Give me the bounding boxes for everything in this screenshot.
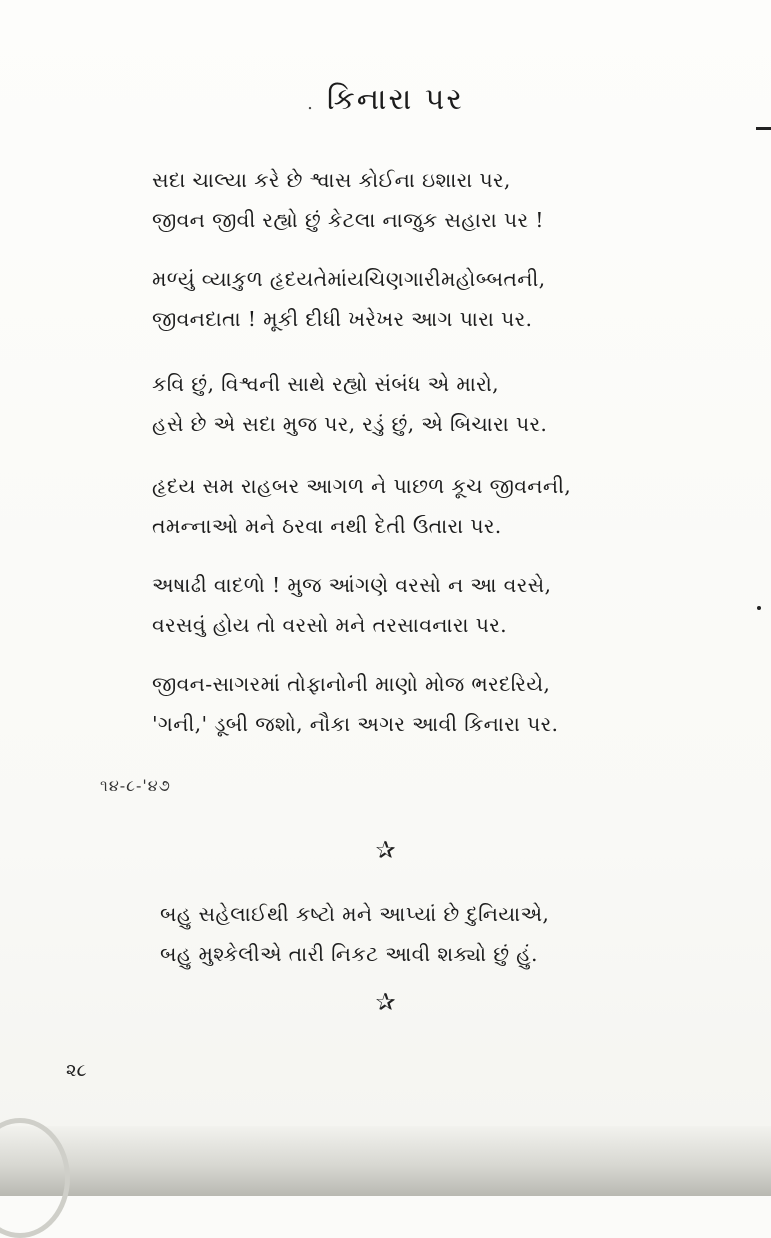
couplet-3 [152, 364, 622, 444]
edge-dot [757, 606, 761, 610]
title-dot: . [307, 93, 315, 114]
page-bottom-shadow [0, 1126, 771, 1196]
couplet-3-line-1: કવિ છું, વિશ્વની સાથે રહ્યો સંબંધ એ મારો, [152, 372, 499, 396]
poem-title [0, 82, 771, 117]
poem-title-text: કિનારા પર [326, 82, 464, 117]
couplet-5 [152, 565, 622, 645]
couplet-3-line-2: હસે છે એ સદા મુજ પર, રડું છું, એ બિચારા પર. [152, 412, 548, 436]
couplet-1-line-2: જીવન જીવી રહ્યો છું કેટલા નાજુક સહારા પર ! [152, 208, 544, 232]
couplet-5-line-1: અષાઢી વાદળો ! મુજ આંગણે વરસો ન આ વરસે, [152, 573, 552, 597]
couplet-1-line-1: સદા ચાલ્યા કરે છે શ્વાસ કોઈના ઇશારા પર, [152, 168, 511, 192]
couplet-5-line-2: વરસવું હોય તો વરસો મને તરસાવનારા પર. [152, 613, 507, 637]
binding-edge-mark [756, 127, 771, 130]
couplet-2-line-2: જીવનદાતા ! મૂકી દીધી ખરેખર આગ પારા પર. [152, 307, 533, 331]
couplet-4 [152, 466, 622, 546]
couplet-1 [152, 160, 622, 240]
couplet-2-line-1: મળ્યું વ્યાકુળ હૃદયતેમાંયચિણગારીમહોબ્બતની, [152, 267, 546, 291]
poem-date: ૧૪-૮-'૪૭ [100, 776, 171, 795]
couplet-6-line-2: 'ગની,' ડૂબી જશો, નૌકા અગર આવી કિનારા પર. [152, 712, 559, 736]
extra-couplet-line-1: બહુ સહેલાઈથી કષ્ટો મને આપ્યાં છે દુનિયાએ, [160, 902, 550, 926]
star-ornament-bottom: ✰ [375, 988, 396, 1016]
couplet-2 [152, 259, 622, 339]
couplet-4-line-2: તમન્નાઓ મને ઠરવા નથી દેતી ઉતારા પર. [152, 514, 502, 538]
couplet-6 [152, 664, 622, 744]
star-ornament-top: ✰ [375, 836, 396, 864]
couplet-6-line-1: જીવન-સાગરમાં તોફાનોની માણો મોજ ભરદરિયે, [152, 672, 551, 696]
couplet-4-line-1: હૃદય સમ રાહબર આગળ ને પાછળ કૂચ જીવનની, [152, 474, 572, 498]
extra-couplet [160, 894, 630, 974]
extra-couplet-line-2: બહુ મુશ્કેલીએ તારી નિકટ આવી શક્યો છું હું. [160, 942, 538, 966]
page-number: ૨૮ [66, 1060, 87, 1081]
